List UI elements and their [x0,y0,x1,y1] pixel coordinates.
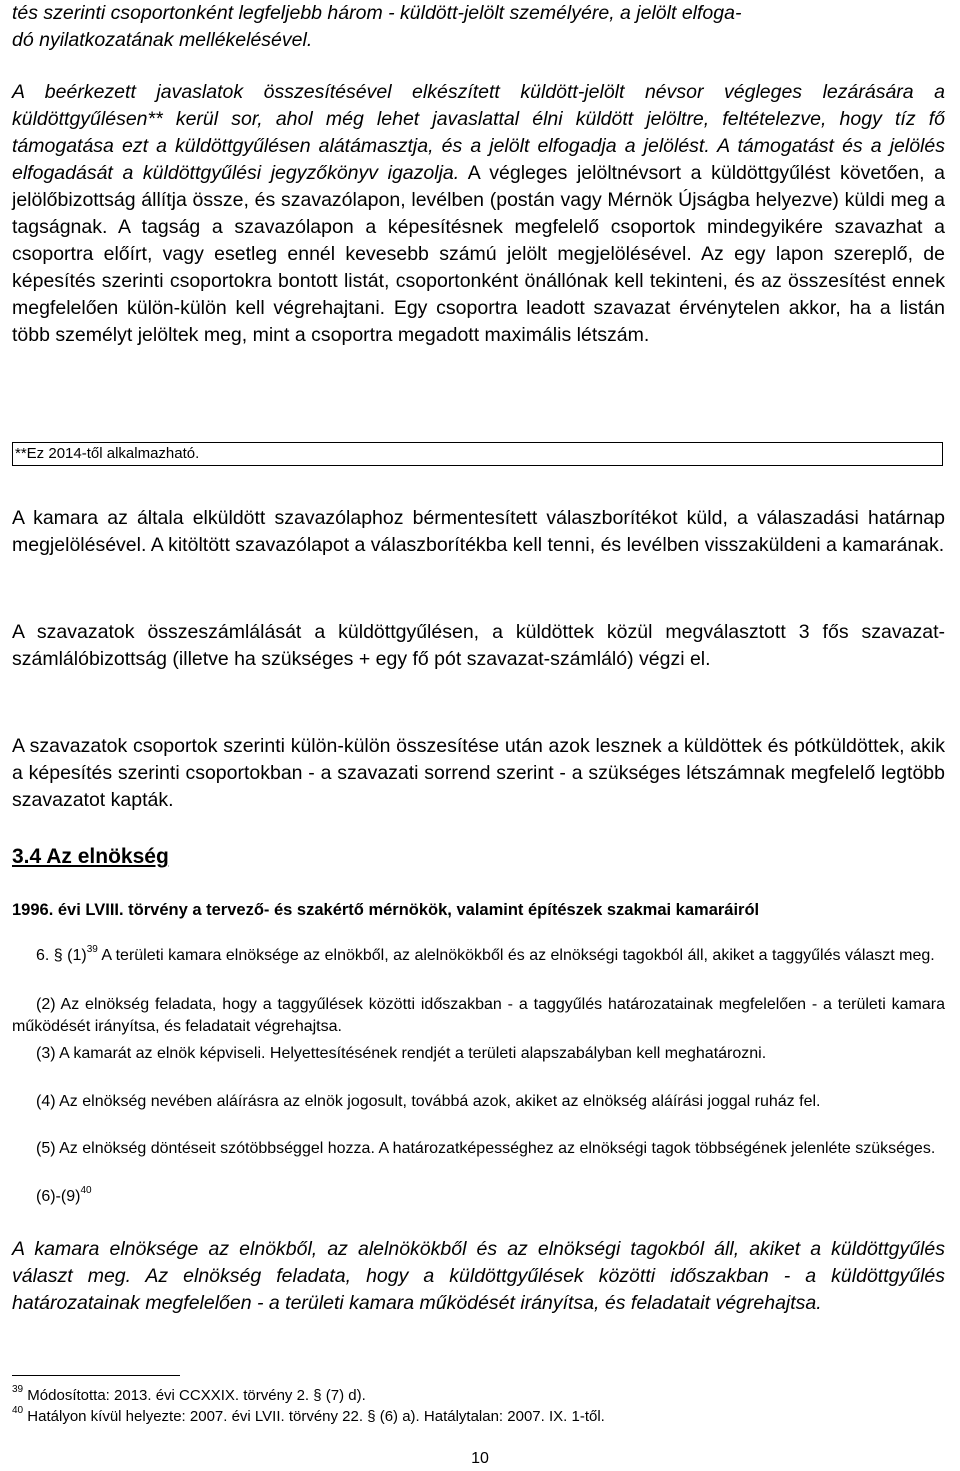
footnote-ref-39: 39 [86,943,98,955]
law-title: 1996. évi LVIII. törvény a tervező- és szakértő mérnökök, valamint építészek szakmai kamaráiról [12,901,760,919]
section-6-prefix: 6. § (1) [36,947,87,964]
law-section-6-para-4: (4) Az elnökség nevében aláírásra az elnök jogosult, továbbá azok, akiket az elnökség aláírási joggal ruház fel. [36,1093,821,1110]
vote-counting-text: A szavazatok összeszámlálását a küldöttgyűlésen, a küldöttek közül megválasztott 3 fős szavazat-számlálóbizottság (illetve ha szükséges + egy fő pót szavazat-számláló) végzi el. [12,621,945,670]
applicability-note-box [12,442,943,466]
law-section-6-para-6-9: $(6)-(9)^{40}$ [36,1184,92,1205]
footnote-separator [12,1375,180,1376]
applicability-note-text: **Ez 2014-től alkalmazható. [15,445,200,462]
page-number: 10 [471,1450,489,1467]
paragraph-candidate-list [12,79,945,349]
candidate-list-italic-text: A beérkezett javaslatok összesítésével elkészített küldött-jelölt névsor végleges lezárására a küldöttgyűlésen** kerül sor, ahol még lehet javaslattal élni küldött jelöltre, feltételezve, hogy tíz fő támogatása ezt a küldöttgyűlésen alátámasztja, és a jelölt elfogadja a jelölést. A támogatást és a jelölés elfogadását a küldöttgyűlési jegyzőkönyv igazolja. [12,81,945,184]
continuation-line-1: tés szerinti csoportonként legfeljebb három - küldött-jelölt személyére, a jelölt elfoga- [12,2,742,24]
paragraph-presidency-rule: A kamara elnöksége az elnökből, az alelnökökből és az elnökségi tagokból áll, akiket a küldöttgyűlés választ meg. Az elnökség feladata, hogy a küldöttgyűlések közötti időszakban - a küldöttgyűlés határozatainak megfelelően - a területi kamara működését irányítsa, és feladatait végrehajtsa. [12,1238,945,1314]
footnote-40: $^{40}$ Hatályon kívül helyezte: 2007. évi LVII. törvény 22. § (6) a). Hatálytalan: 2007. IX. 1-től. [12,1405,605,1425]
law-section-6-para-1 [12,945,945,967]
candidate-list-regular-text: A végleges jelöltnévsort a küldöttgyűlést követően, a jelölőbizottság állítja össze, és szavazólapon, levélben (postán vagy Mérnök Újságba helyezve) küldi meg a tagságnak. A tagság a szavazólapon a képesítésnek megfelelő csoportok mindegyikére szavazhat a csoportra előírt, vagy esetleg ennél kevesebb számú jelölt megjelölésével. Az egy lapon szereplő, de képesítés szerinti csoportokra bontott listát, csoportonként önállónak kell tekinteni, és az összesítést ennek megfelelően külön-külön kell végrehajtani. Egy csoportra leadott szavazat érvénytelen akkor, ha a listán több személyt jelöltek meg, mint a csoportra megadott maximális létszám. [12,162,946,346]
continuation-line-2: dó nyilatkozatának mellékelésével. [12,29,313,51]
footnote-ref-40: 40 [80,1184,92,1196]
law-section-6-para-5: (5) Az elnökség döntéseit szótöbbséggel hozza. A határozatképességhez az elnökségi tagok többségének jelenléte szükséges. [36,1140,936,1157]
vote-results-text: A szavazatok csoportok szerinti külön-külön összesítése után azok lesznek a küldöttek és pótküldöttek, akik a képesítés szerinti csoportokban - a szavazati sorrend szerint - a szükséges létszámnak megfelelő legtöbb szavazatot kapták. [12,735,945,811]
law-section-6-para-3: (3) A kamarát az elnök képviseli. Helyettesítésének rendjét a területi alapszabályban kell meghatározni. [36,1045,767,1062]
law-section-6-para-2: (2) Az elnökség feladata, hogy a taggyűlések közötti időszakban - a taggyűlés határozatainak megfelelően - a területi kamara működését irányítsa, és feladatait végrehajtsa. [12,996,945,1035]
paragraph-vote-counting [12,619,945,673]
section-heading: 3.4 Az elnökség [12,845,169,868]
paragraph-vote-results [12,733,945,814]
paragraph-continuation [12,0,945,54]
section-6-para-1-text: A területi kamara elnöksége az elnökből, az alelnökökből és az elnökségi tagokból áll, akiket a taggyűlés választ meg. [97,947,935,964]
paragraph-ballot-envelope [12,505,945,559]
ballot-envelope-text: A kamara az általa elküldött szavazólaphoz bérmentesített válaszborítékot küld, a válaszadási határnap megjelölésével. A kitöltött szavazólapot a válaszborítékba kell tenni, és levélben visszaküldeni a kamarának. [12,507,945,556]
footnote-39: $^{39}$ Módosította: 2013. évi CCXXIX. törvény 2. § (7) d). [12,1384,366,1404]
